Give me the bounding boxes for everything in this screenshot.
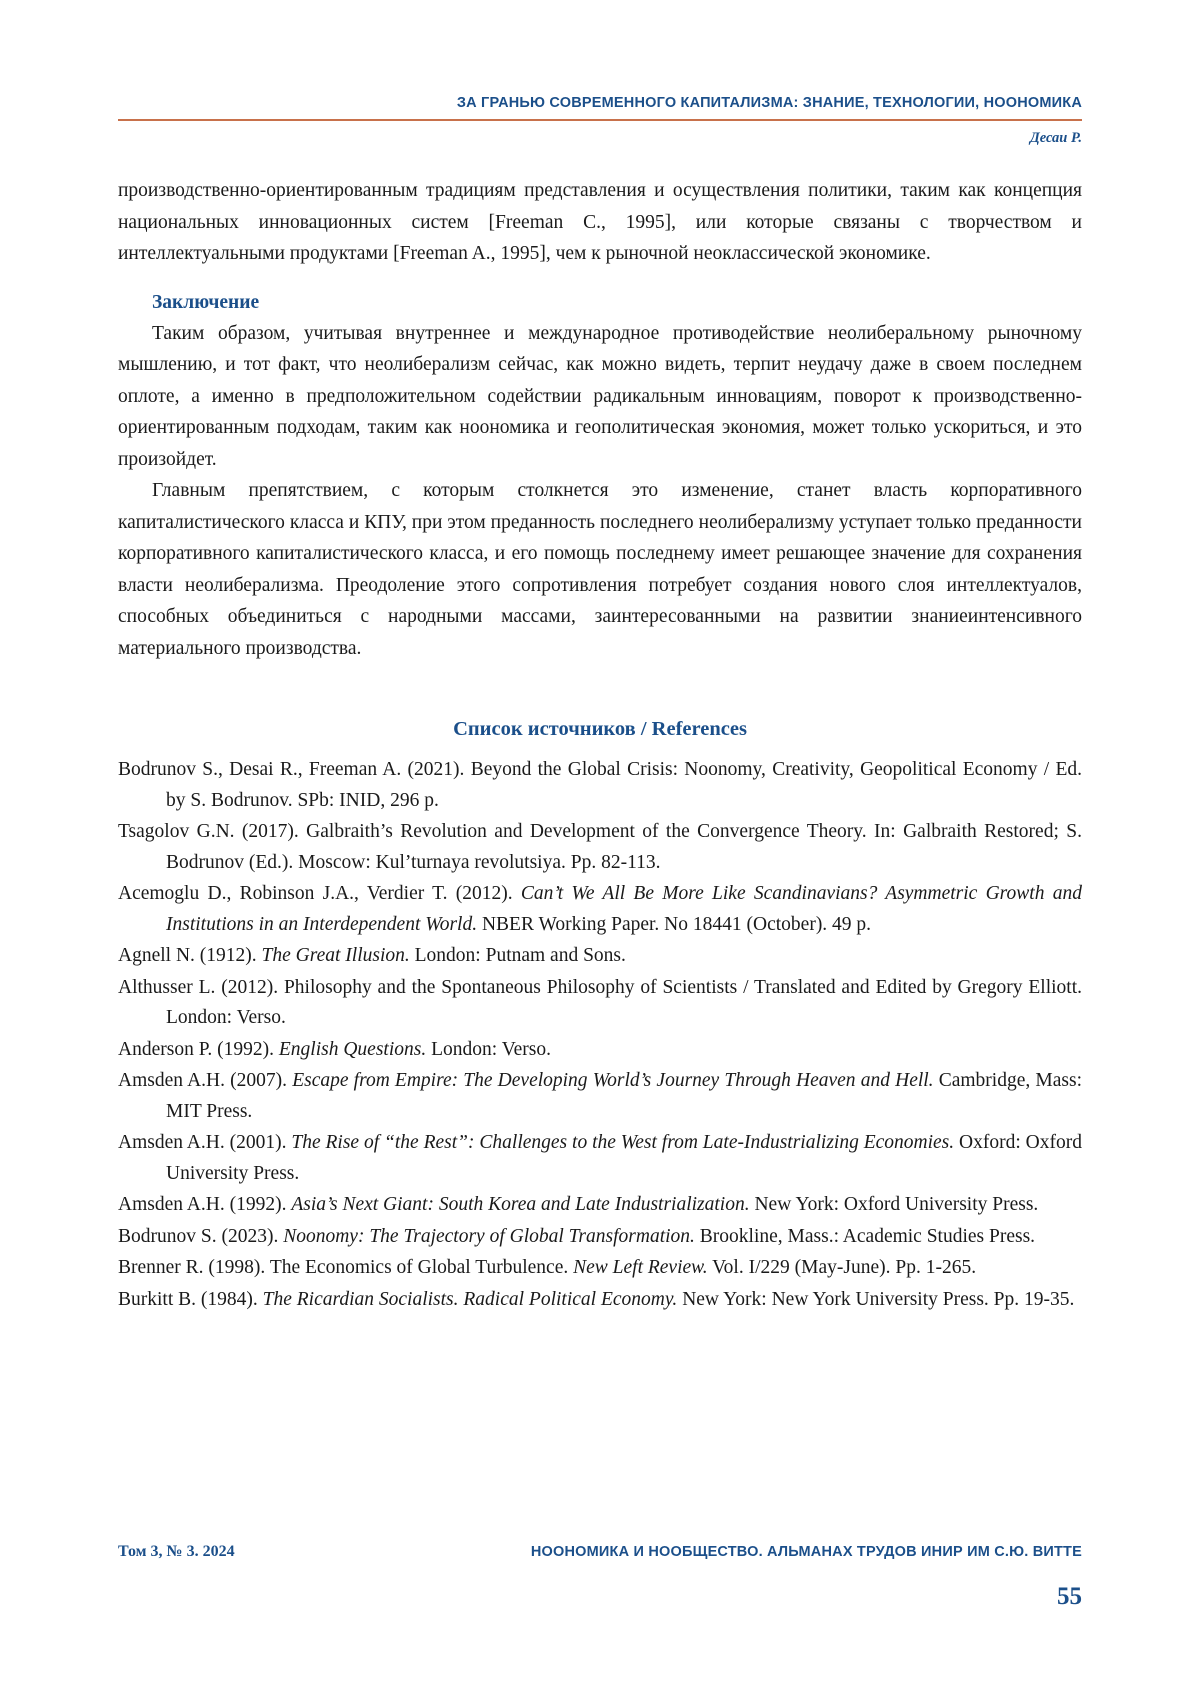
conclusion-paragraph-1: Таким образом, учитывая внутреннее и международное противодействие неолиберальному рыночному мышлению, и тот факт, что неолиберализм сейчас, как можно видеть, терпит неудачу даже в своем последнем оплоте, а именно в предположительном содействии радикальным инновациям, поворот к производственно-ориентированным подходам, таким как ноономика и геополитическая экономия, может только ускориться, и это произойдет. xyxy=(118,322,1082,470)
article-body xyxy=(118,175,1082,1315)
reference-item: Amsden A.H. (1992). Asia’s Next Giant: South Korea and Late Industrialization. New York: Oxford University Press. xyxy=(118,1194,1039,1215)
section-heading-conclusion: Заключение xyxy=(152,291,260,313)
conclusion-paragraph-2: Главным препятствием, с которым столкнется это изменение, станет власть корпоративного капиталистического класса и КПУ, при этом преданность последнего неолиберализму уступает только преданности корпоративного капиталистического класса, и его помощь последнему имеет решающее значение для сохранения власти неолиберализма. Преодоление этого сопротивления потребует создания нового слоя интеллектуалов, способных объединиться с народными массами, заинтересованными на развитии знаниеинтенсивного материального производства. xyxy=(118,480,1082,659)
reference-item: Amsden A.H. (2001). The Rise of “the Rest”: Challenges to the West from Late-Industrializing Economies. Oxford: Oxford University Press. xyxy=(118,1132,1082,1184)
references-list xyxy=(118,755,1082,1315)
page-number: 55 xyxy=(1057,1583,1082,1610)
running-title: ЗА ГРАНЬЮ СОВРЕМЕННОГО КАПИТАЛИЗМА: ЗНАНИЕ, ТЕХНОЛОГИИ, НООНОМИКА xyxy=(456,95,1082,111)
reference-item: Althusser L. (2012). Philosophy and the Spontaneous Philosophy of Scientists / Translated and Edited by Gregory Elliott. London: Verso. xyxy=(118,976,1082,1028)
page-footer xyxy=(118,1543,1082,1611)
reference-item: Tsagolov G.N. (2017). Galbraith’s Revolution and Development of the Convergence Theory. In: Galbraith Restored; S. Bodrunov (Ed.). Moscow: Kul’turnaya revolutsiya. Pp. 82-113. xyxy=(118,821,1082,873)
reference-item: Amsden A.H. (2007). Escape from Empire: The Developing World’s Journey Through Heaven and Hell. Cambridge, Mass: MIT Press. xyxy=(118,1070,1082,1122)
reference-item: Agnell N. (1912). The Great Illusion. London: Putnam and Sons. xyxy=(118,945,626,966)
reference-item: Bodrunov S. (2023). Noonomy: The Trajectory of Global Transformation. Brookline, Mass.: Academic Studies Press. xyxy=(118,1225,1036,1247)
footer-issue: Том 3, № 3. 2024 xyxy=(118,1543,235,1560)
page-header xyxy=(118,0,1082,147)
reference-item: Brenner R. (1998). The Economics of Global Turbulence. New Left Review. Vol. I/229 (May-June). Pp. 1-265. xyxy=(118,1257,977,1278)
reference-item: Anderson P. (1992). English Questions. London: Verso. xyxy=(118,1038,551,1060)
reference-item: Burkitt B. (1984). The Ricardian Socialists. Radical Political Economy. New York: New York University Press. Pp. 19-35. xyxy=(118,1288,1075,1310)
footer-journal-title: НООНОМИКА И НООБЩЕСТВО. АЛЬМАНАХ ТРУДОВ ИНИР ИМ С.Ю. ВИТТЕ xyxy=(530,1544,1082,1560)
reference-item: Acemoglu D., Robinson J.A., Verdier T. (2012). Can’t We All Be More Like Scandinavians? Asymmetric Growth and Institutions in an Interdependent World. NBER Working Paper. No 18441 (October). 49 p. xyxy=(118,883,1082,935)
paragraph-continued: производственно-ориентированным традициям представления и осуществления политики, таким как концепция национальных инновационных систем [Freeman C., 1995], или которые связаны с творчеством и интеллектуальными продуктами [Freeman A., 1995], чем к рыночной неоклассической экономике. xyxy=(118,180,1082,264)
header-author: Десаи Р. xyxy=(1029,130,1082,146)
reference-item: Bodrunov S., Desai R., Freeman A. (2021). Beyond the Global Crisis: Noonomy, Creativity, Geopolitical Economy / Ed. by S. Bodrunov. SPb: INID, 296 p. xyxy=(118,759,1082,811)
references-title: Список источников / References xyxy=(453,718,747,740)
header-divider xyxy=(118,119,1082,121)
